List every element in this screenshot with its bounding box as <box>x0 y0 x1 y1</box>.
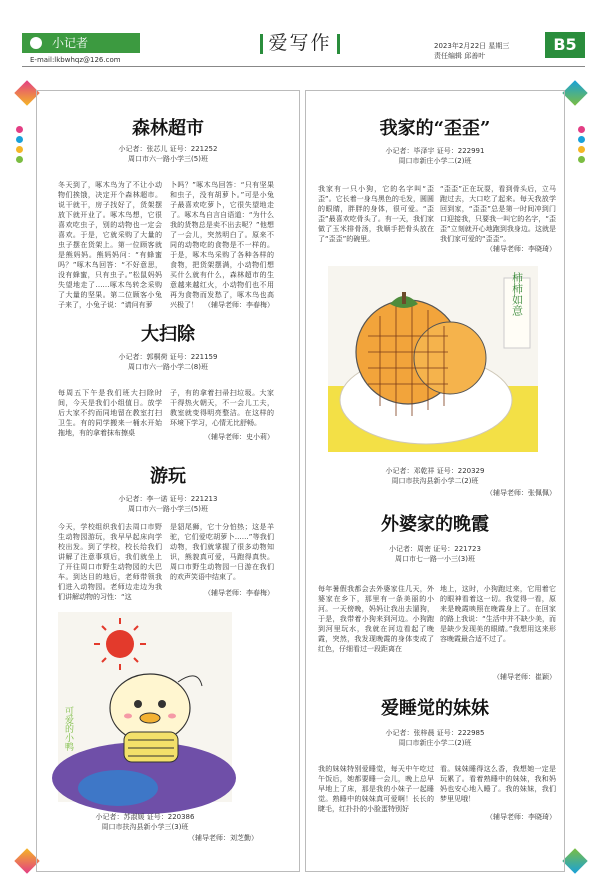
article-author: 小记者：张芯儿 证号：221252 <box>118 145 218 153</box>
header-rule <box>22 66 585 67</box>
article-body-col2: “歪歪”正在玩耍，看到骨头后，立马跑过去，大口吃了起来。每天我放学回到家，“歪歪”总是第一时间冲到门口迎接我，只要我一叫它的名字，“歪歪”立刻就开心地跑到我身边。这就是我们家可爱的“歪歪”。 <box>440 185 556 243</box>
article-body-col2: 卜吗？”啄木鸟回答：“只有坚果和虫子，没有胡萝卜。”可是小兔子最喜欢吃萝卜，它很失望地走了。啄木鸟自言自语道：“为什么我的货物总是卖不出去呢？”他想了一会儿，突然明白了。原来不同的动物吃的食物是不一样的。于是，啄木鸟采购了各种各样的食物，把货架摆满，小动物们想买什么就有什么，森林超市的生意越来越红火，小动物们也不用再为食物而发愁了，啄木鸟也高兴极了！ <box>170 181 274 309</box>
sun-icon <box>106 630 134 658</box>
logo-text: 小记者 <box>52 36 89 50</box>
article-author: 小记者：李一诺 证号：221213 <box>118 495 218 503</box>
article-body-col1: 冬天到了，啄木鸟为了不让小动物们挨饿，决定开个森林超市。说干就干，房子找好了，货架摆放下就开业了。啄木鸟想，它很喜欢吃虫子，别的动物也一定会喜欢。于是，它就采购了大量的虫子摆在货架上。第一位顾客就是熊妈妈。熊妈妈问：“有蜂蜜吗？”啄木鸟回答：“不好意思，没有蜂蜜，只有虫子。”松鼠妈妈失望地走了……啄木鸟转念采购了大量的坚果。第二位顾客小兔子来了，小兔子说：“请问有萝 <box>58 181 162 309</box>
article-school: 周口市七一路一小三(3)班 <box>395 555 475 563</box>
article-teacher: （辅导老师：李晓琦） <box>486 813 556 821</box>
masthead-logo <box>22 33 140 53</box>
article-body-col2: 看。妹妹睡得这么香，我想她一定是玩累了。看着熟睡中的妹妹，我和妈妈也安心地入睡了。我的妹妹，我们梦里见哦！ <box>440 765 556 803</box>
article-author: 小记者：毕泽宇 证号：222991 <box>385 147 485 155</box>
svg-text:柿柿如意: 柿柿如意 <box>510 272 524 316</box>
article-teacher: （辅导老师：崔颖） <box>493 673 556 681</box>
article-body-col1: 今天，学校组织我们去周口市野生动物园游玩，我早早起床向学校出发。到了学校，校长给我们讲解了注意事项后，我们就坐上了开往周口市野生动物园的大巴车。到达目的地后，老师带领我们进入动物园。老师边走边为我们讲解动物的习性：“这 <box>58 523 162 601</box>
drawing-teacher: （辅导老师：张佩佩） <box>486 489 556 497</box>
article-title: 我家的“歪歪” <box>379 118 491 139</box>
drawing-author: 小记者：苏淑媛 证号：220386 <box>95 813 195 821</box>
article-school: 周口市六一路小学三(5)班 <box>128 505 208 513</box>
email-line: E-mail:lkbwhqz@126.com <box>30 56 121 64</box>
article-school: 周口市六一路小学二(8)班 <box>128 363 208 371</box>
article-title: 大扫除 <box>141 324 195 345</box>
drawing-teacher: （辅导老师：刘芝勤） <box>188 834 258 842</box>
article-author: 小记者：郭桐荷 证号：221159 <box>118 353 218 361</box>
child-drawing-persimmon <box>328 266 538 452</box>
section-title: 爱写作 <box>240 28 360 55</box>
corner-diamond-icon <box>562 80 587 105</box>
page-number-badge: B5 <box>545 32 585 58</box>
article-body-col1: 每年暑假我都会去外婆家住几天，外婆家在乡下，那里有一条美丽的小河。一天傍晚，妈妈让我出去遛狗，于是，我带着小狗来到河边。小狗跑到河里玩水，我就在河边看起了晚霞，突然，我发现晚霞的身体变成了红色，仔细看过一段距离在 <box>318 585 434 653</box>
article-teacher: （辅导老师：李春梅） <box>204 301 274 309</box>
article-body-col1: 每周五下午是我们班大扫除时间，今天是我们小组值日。放学后大家不约而同地留在教室打扫卫生。有的同学搬来一桶水开始拖地，有的拿着抹布擦桌 <box>58 389 162 437</box>
publication-info: 2023年2月22日 星期三 责任编辑 邱善叶 <box>434 42 510 60</box>
article-author: 小记者：张梓晨 证号：222985 <box>385 729 485 737</box>
article-teacher: （辅导老师：李晓琦） <box>486 245 556 253</box>
article-title: 外婆家的晚霞 <box>381 514 489 535</box>
svg-text:可爱的小鸭: 可爱的小鸭 <box>63 706 73 751</box>
article-title: 爱睡觉的妹妹 <box>381 698 489 719</box>
article-title: 森林超市 <box>132 118 204 139</box>
decor-dots <box>578 126 585 166</box>
article-school: 周口市六一路小学三(5)班 <box>128 155 208 163</box>
article-body-col2: 子，有的拿着扫帚扫垃圾。大家干得热火朝天，不一会儿工夫，教室就变得明亮整洁。在这样的环境下学习，心情无比舒畅。 <box>170 389 274 427</box>
logo-dot-icon <box>30 37 42 49</box>
drawing-school: 周口市扶沟县新小学三(3)班 <box>101 823 189 831</box>
article-school: 周口市新庄小学二(2)班 <box>398 157 472 165</box>
article-title: 游玩 <box>150 466 186 487</box>
article-body-col2: 地上，这时，小狗跑过来，它用着它的眼神看着这一切。我觉得一看，原来是晚霞映照在晚霞身上了。在回家的路上我说：“生活中并不缺少美，而是缺少发现美的眼睛。”我想用这来形容晚霞最合适不过了。 <box>440 585 556 643</box>
article-teacher: （辅导老师：李春梅） <box>204 589 274 597</box>
decor-dots <box>16 126 23 166</box>
child-drawing-duck <box>58 612 232 802</box>
article-teacher: （辅导老师：史小莉） <box>204 433 274 441</box>
article-school: 周口市新庄小学二(2)班 <box>398 739 472 747</box>
article-author: 小记者：周密 证号：221723 <box>389 545 481 553</box>
article-body-col2: 是貂尾狮，它十分怕热；这是羊驼，它们爱吃胡萝卜……”等我们动物，我们就掌握了很多动物知识，熊貌真可爱，马跑得真快。周口市野生动物园一日游在我们的欢声笑语中结束了。 <box>170 523 274 581</box>
article-body-col1: 我家有一只小狗，它的名字叫“歪歪”。它长着一身乌黑色的毛发，圆圆的眼睛，胖胖的身体，很可爱。“歪歪”最喜欢吃骨头了。有一天，我们家做了玉米排骨汤，我顺手把骨头放在了“歪歪”的碗里。 <box>318 185 434 243</box>
drawing-author: 小记者：邓乾祥 证号：220329 <box>385 467 485 475</box>
article-body-col1: 我的妹妹特别爱睡觉，每天中午吃过午饭后，她都要睡一会儿，晚上总早早地上了床，那是我的小妹子一起睡觉。熟睡中的妹妹真可爱啊！长长的睫毛，红扑扑的小脸蛋特别好 <box>318 765 434 813</box>
drawing-school: 周口市扶沟县新小学二(2)班 <box>391 477 479 485</box>
corner-diamond-icon <box>562 848 587 873</box>
